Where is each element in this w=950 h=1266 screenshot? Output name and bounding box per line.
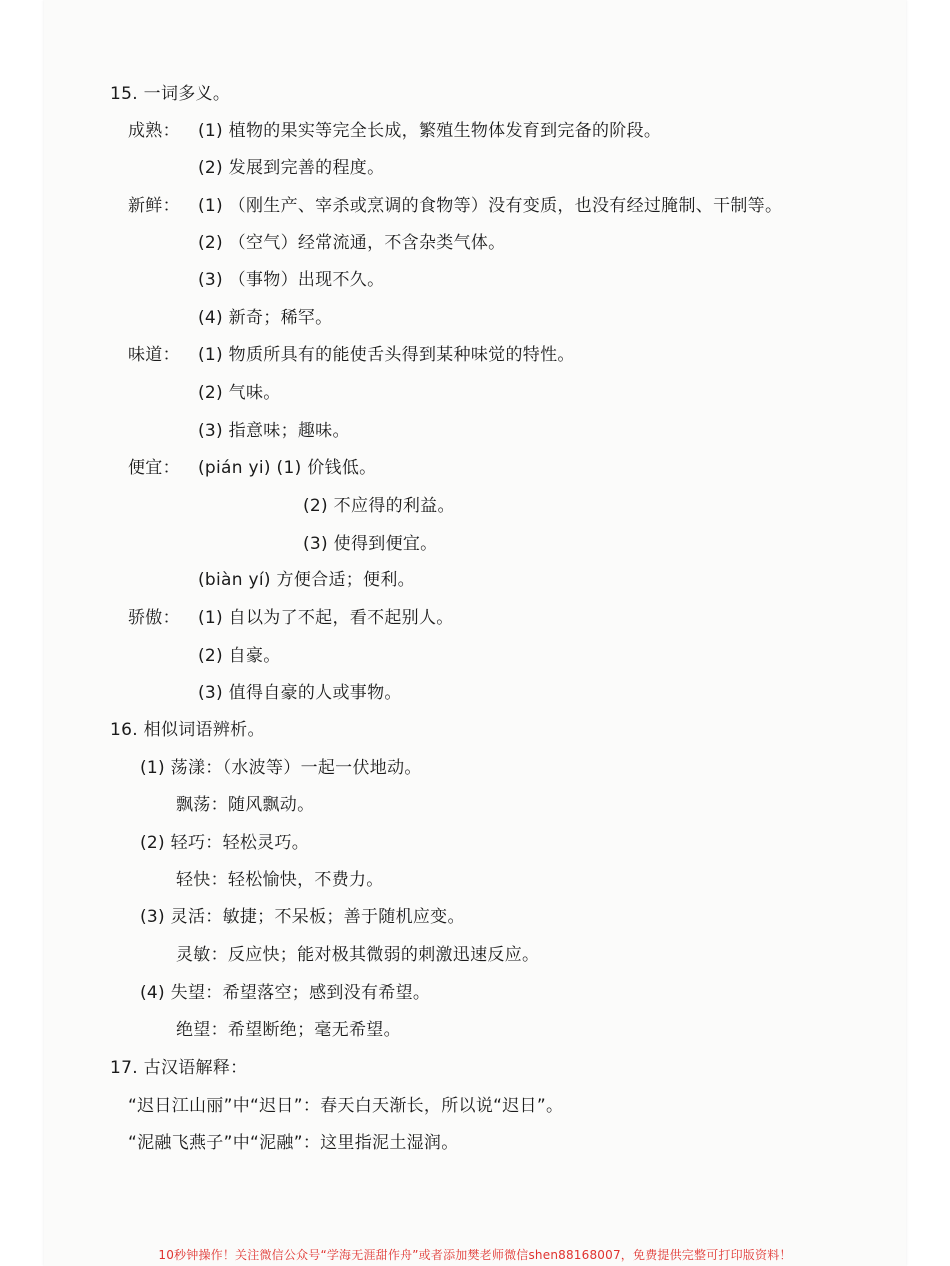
pair-3-b: 灵敏：反应快；能对极其微弱的刺激迅速反应。	[176, 945, 540, 965]
pair-4-b: 绝望：希望断绝；毫无希望。	[176, 1020, 401, 1040]
def-weidao-2: (2) 气味。	[198, 383, 281, 403]
def-jiaoao-2: (2) 自豪。	[198, 646, 281, 666]
section-15-title: 15. 一词多义。	[110, 84, 231, 104]
def-pianyi-3: (3) 使得到便宜。	[303, 534, 438, 554]
pair-1-a: (1) 荡漾：（水波等）一起一伏地动。	[140, 758, 422, 778]
term-xinxian: 新鲜：	[128, 196, 180, 216]
def-chengshu-1: (1) 植物的果实等完全长成，繁殖生物体发育到完备的阶段。	[198, 121, 662, 141]
def-pianyi-2: (2) 不应得的利益。	[303, 496, 455, 516]
def-weidao-3: (3) 指意味；趣味。	[198, 421, 350, 441]
term-pianyi: 便宜：	[128, 458, 180, 478]
pair-2-a: (2) 轻巧：轻松灵巧。	[140, 833, 310, 853]
pair-3-a: (3) 灵活：敏捷；不呆板；善于随机应变。	[140, 907, 465, 927]
def-xinxian-4: (4) 新奇；稀罕。	[198, 308, 333, 328]
def-xinxian-2: (2) （空气）经常流通，不含杂类气体。	[198, 233, 506, 253]
def-jiaoao-3: (3) 值得自豪的人或事物。	[198, 683, 402, 703]
pair-1-b: 飘荡：随风飘动。	[176, 795, 315, 815]
def-pianyi-4: (biàn yí) 方便合适；便利。	[198, 570, 415, 590]
def-pianyi-1: (pián yi) (1) 价钱低。	[198, 458, 377, 478]
classical-quote-2: “泥融飞燕子”中“泥融”：这里指泥土湿润。	[128, 1133, 459, 1153]
footer-promo-text: 10秒钟操作！关注微信公众号“学海无涯甜作舟”或者添加樊老师微信shen88168007，免费提供完整可打印版资料！	[158, 1248, 792, 1262]
def-xinxian-1: (1) （刚生产、宰杀或烹调的食物等）没有变质，也没有经过腌制、干制等。	[198, 196, 783, 216]
term-jiaoao: 骄傲：	[128, 608, 180, 628]
section-17-title: 17. 古汉语解释：	[110, 1058, 248, 1078]
section-16-title: 16. 相似词语辨析。	[110, 720, 265, 740]
def-weidao-1: (1) 物质所具有的能使舌头得到某种味觉的特性。	[198, 345, 575, 365]
def-xinxian-3: (3) （事物）出现不久。	[198, 270, 385, 290]
def-jiaoao-1: (1) 自以为了不起，看不起别人。	[198, 608, 454, 628]
classical-quote-1: “迟日江山丽”中“迟日”：春天白天渐长，所以说“迟日”。	[128, 1096, 564, 1116]
term-chengshu: 成熟：	[128, 121, 180, 141]
pair-2-b: 轻快：轻松愉快，不费力。	[176, 870, 384, 890]
def-chengshu-2: (2) 发展到完善的程度。	[198, 158, 385, 178]
term-weidao: 味道：	[128, 345, 180, 365]
pair-4-a: (4) 失望：希望落空；感到没有希望。	[140, 983, 431, 1003]
